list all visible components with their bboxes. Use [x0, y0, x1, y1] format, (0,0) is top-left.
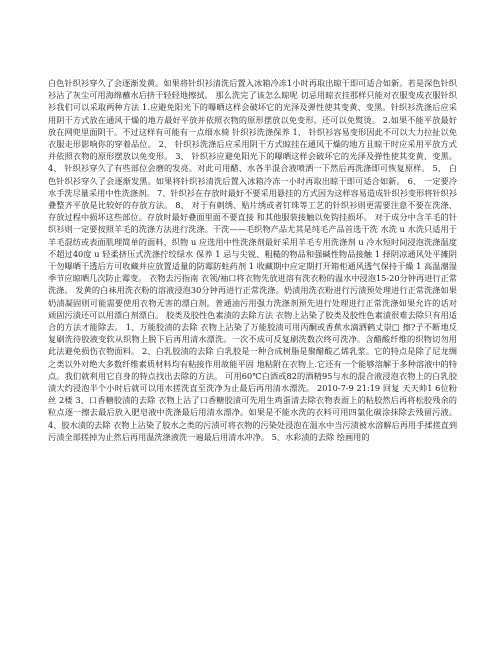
body-text: 白色针织衫穿久了会逐渐发黄。如果将针织衫清洗后置入冰箱冷冻1小时再取出晾干即可适合如新。若是深色针织衫沾了灰尘可用海绵蘸水后挤干轻轻地擦拭。 那么洗完了该怎么晾呢 切忌用晾衣挂那样只能对衣服变成衣服针织衫我们可以采取两种方法 1.应避免阳光下的曝晒这样会破坏它的光泽及弹性使其变黄、变黑。针织衫洗涤后应采用阴干方式放在通风干燥的地方最好平放并依照衣物的原形摆放以免变形。还可以免熨烫。 2.如果不能平放最好放在网兜里面阴干。不过这样有可能有一点细水椅 针织衫洗涤保养 1、 针织衫容易变形因此不可以大力拉扯以免衣服走形影响你的穿着品位。 2、 针织衫洗涤后应采用阴干方式晾挂在通风干燥的地方且晾干时应采用平放方式并依照衣物的原形摆放以免变形。 3、 针织衫应避免阳光下的曝晒这样会破坏它的光泽及弹性使其变黄、变黑。 4、 针织衫穿久了有些部位会磨的发亮。对此可用醋、水各半混合液喷洒一下然后再洗涤即可恢复原样。 5、 白色针织衫穿久了会逐渐发黑。如果将针织衫清洗后置入冰箱冷冻一小时再取出晾干即可适合如新。 6、 一定要冷水手洗尽量采用中性洗涤剂。 7、针织衫在存放时最好不要采用悬挂的方式因为这样容易造成针织衫变形将针织衫叠整齐平放是比较好的存放方法。 8、 对于有刺绣、贴片绣或者钉珠等工艺的针织衫则更需要注意不要在洗涤、存放过程中损坏这些部位。存放时最好叠面里面不要直接 和其他服装接触以免钩挂损坏。 对于成分中含羊毛的针织衫则一定要按照羊毛的洗涤方法进行洗涤。干洗——毛织物产品尤其是纯毛产品首选干洗 水洗 u 水洗只适用于羊毛混纺或表面肌理简单的面料、织物 u 应选用中性洗涤剂最好采用羊毛专用洗涤剂 u 冷水短时间浸泡洗涤温度不超过40度 u 轻柔挤压式洗涤拧绞绿水 保养 1 忌与尖锐、粗糙的物品和强碱性物品接触 1 择阴凉通风处平摊阴干勿曝晒干透后方可收藏并应放置适量的防霉防蛀药剂 1 收藏期中应定期打开箱柜通风透气保持干燥 1 高温潮湿季节应晾晒几次防止霉变。 衣物去污指南 衣领/袖口将衣物先放进溶有洗衣粉的温水中浸泡15-20分钟再进行正常洗涤。 发黄的白袜用洗衣粉的溶液浸泡30分钟再进行正常洗涤。奶渍用洗衣粉进行污渍预处理进行正常洗涤如果奶渍凝固则可能需要使用衣物无害的漂白剂。普通油污用强力洗涤剂预先进行处理进行正常洗涤如果允许的话对顽固污渍还可以用漂白剂漂白。 胶类及胶性色素渍的去除方法 衣物上沾染了胶类及胶性色素渍很难去除只有用适合的方法才能除去。 1、万能胶渍的去除 衣物上沾染了万能胶渍可用丙酮或香蕉水滴洒鹤丈崇□ 擦?子不断地反复刷洗待胶液变软从织物上脱下后再用清水漂洗。一次不成可反复刷洗数次终可洗净。含醋酸纤维的织物切勿用此法避免损伤衣物面料。 2、白乳胶渍的去除 白乳胶是一种合成树脂是聚醋酸乙烯乳浆。它的特点是除了尼龙绸之类以外对绝大多数纤维素质材料均有粘接作用故能平固 地粘附在衣物上.它还有一个能够溶解于多种溶液中的特点。我们就利用它自身的特点找出去除的方法。 可用60℃白酒或82的酒精95与水的混合液浸泡衣物上的白乳胶渍大约浸泡半个小时后就可以用水搓洗直至洗净为止最后再用清水漂洗。 2010-7-9 21:19 回复 天天帅1 6位粉丝 2楼 3、口香糖胶渍的去除 衣物上沾了口香糖胶渍可先用生鸡蛋清去除衣物表面上的粘胶然后再将松胶残余的粒点逐一擦去最后放入肥皂液中洗涤最后用清水漂净。如果是不能水洗的衣料可用四氯化碳涂抹除去残留污液。 4、胶水渍的去除 衣物上沾染了胶水之类的污渍可将衣物的污染处浸泡在温水中当污渍被水溶解后再用手揉搓直到污渍全部搓掉为止然后再用温洗涤液洗一遍最后用清水冲净。 5、水彩渍的去除 绘画用的: [48, 78, 458, 442]
